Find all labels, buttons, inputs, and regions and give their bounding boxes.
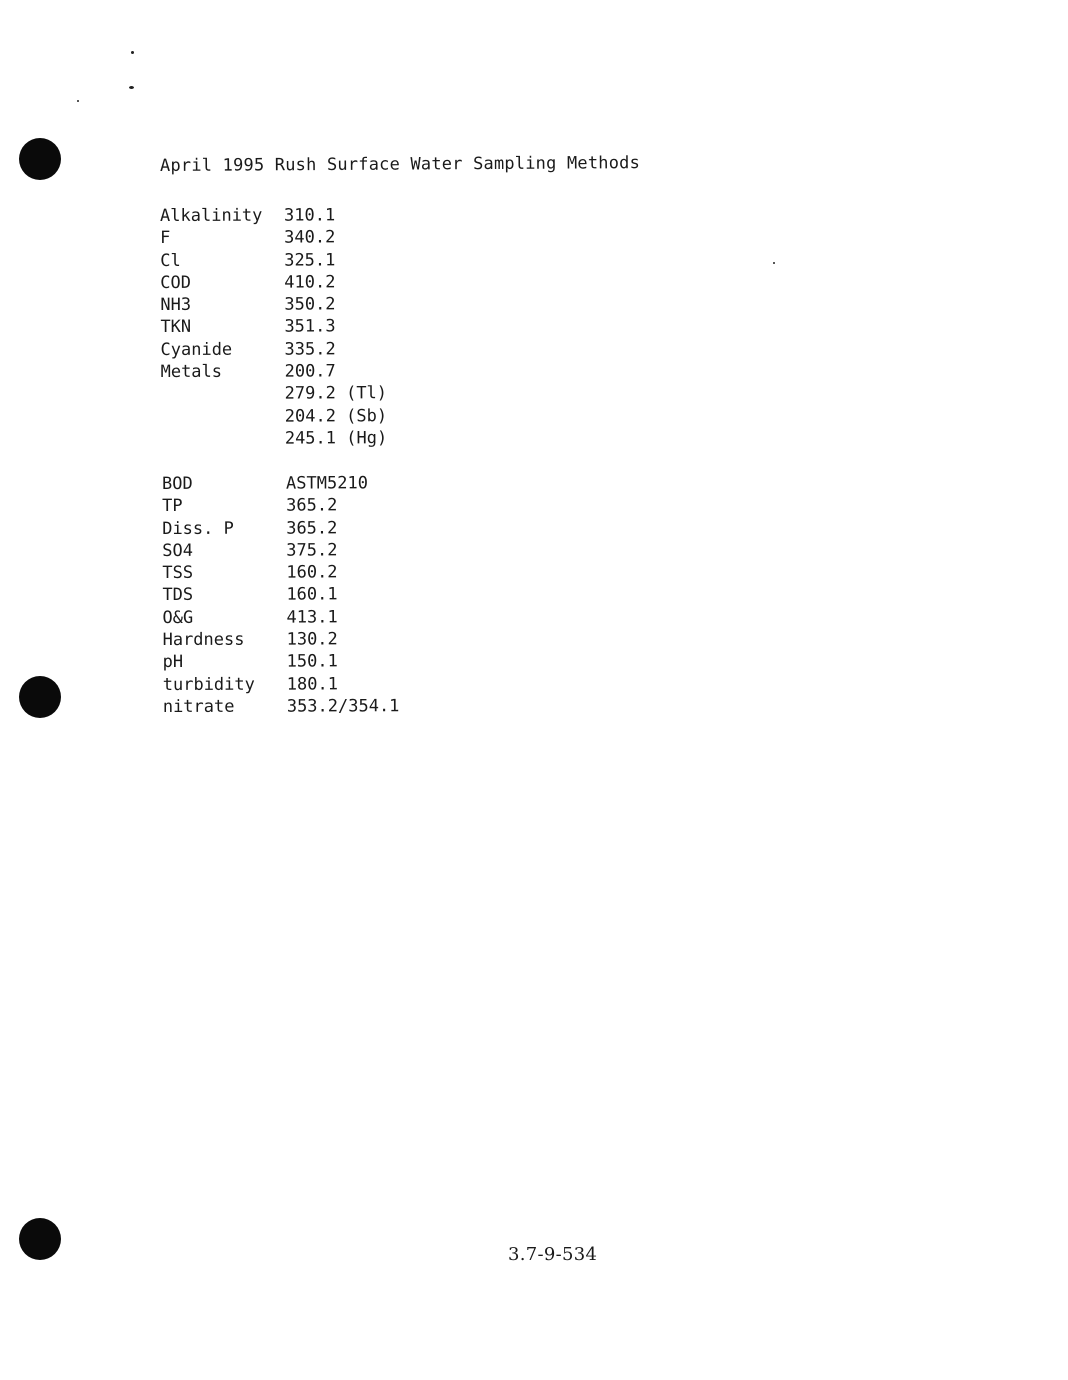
table-row bbox=[162, 539, 399, 562]
table-row bbox=[163, 695, 400, 718]
parameter-name: Cyanide bbox=[160, 339, 233, 360]
table-row bbox=[161, 383, 387, 406]
method-code: ASTM5210 bbox=[286, 473, 368, 494]
scan-speck bbox=[131, 51, 134, 54]
parameter-name: Metals bbox=[160, 361, 223, 383]
table-row bbox=[163, 628, 400, 651]
table-row bbox=[160, 204, 386, 227]
table-row bbox=[160, 249, 386, 272]
method-code: 180.1 bbox=[286, 674, 338, 695]
parameter-name: pH bbox=[162, 652, 184, 673]
method-code: 245.1 (Hg) bbox=[284, 428, 388, 449]
method-code: 204.2 (Sb) bbox=[284, 405, 388, 427]
method-code: 130.2 bbox=[286, 629, 338, 650]
table-row bbox=[160, 293, 386, 316]
parameter-name: F bbox=[160, 228, 171, 249]
table-row bbox=[161, 427, 387, 450]
parameter-name: TP bbox=[162, 496, 183, 517]
table-row bbox=[163, 651, 400, 674]
scan-speck bbox=[773, 262, 775, 264]
punch-hole-middle bbox=[19, 676, 61, 718]
table-row bbox=[162, 517, 399, 540]
scan-speck bbox=[77, 100, 79, 102]
parameter-name: Diss. P bbox=[162, 518, 234, 539]
punch-hole-top bbox=[19, 138, 61, 180]
parameter-name: NH3 bbox=[160, 295, 192, 316]
parameter-name: BOD bbox=[162, 473, 193, 494]
table-row bbox=[162, 472, 399, 495]
table-row bbox=[161, 405, 387, 428]
table-row bbox=[160, 271, 386, 294]
method-code: 353.2/354.1 bbox=[286, 696, 400, 717]
parameter-name: SO4 bbox=[162, 540, 194, 561]
punch-hole-bottom bbox=[19, 1218, 61, 1260]
parameter-name: turbidity bbox=[162, 674, 255, 695]
method-code: 351.3 bbox=[284, 316, 336, 338]
method-code: 150.1 bbox=[286, 651, 338, 672]
method-code: 375.2 bbox=[286, 540, 338, 561]
parameter-name: TDS bbox=[162, 585, 194, 606]
parameter-name bbox=[161, 383, 285, 406]
table-row bbox=[162, 561, 399, 584]
methods-table-block-2 bbox=[162, 472, 399, 718]
method-code: 200.7 bbox=[284, 361, 336, 382]
method-code: 350.2 bbox=[284, 294, 336, 315]
table-row bbox=[160, 227, 386, 250]
method-code: 365.2 bbox=[286, 517, 338, 539]
method-code: 279.2 (Tl) bbox=[284, 383, 388, 404]
parameter-name bbox=[161, 428, 285, 451]
methods-table-block-1 bbox=[160, 204, 387, 450]
parameter-name: Alkalinity bbox=[160, 205, 263, 226]
method-code: 160.1 bbox=[286, 584, 338, 606]
method-code: 310.1 bbox=[284, 205, 336, 226]
page-number: 3.7-9-534 bbox=[508, 1244, 598, 1265]
parameter-name bbox=[161, 405, 285, 428]
method-code: 365.2 bbox=[286, 495, 338, 516]
scan-speck bbox=[129, 86, 134, 89]
method-code: 413.1 bbox=[286, 607, 338, 628]
table-row bbox=[162, 606, 399, 629]
parameter-name: TSS bbox=[162, 563, 194, 584]
parameter-name: COD bbox=[160, 272, 192, 293]
document-title: April 1995 Rush Surface Water Sampling Methods bbox=[159, 153, 641, 176]
parameter-name: TKN bbox=[160, 317, 192, 338]
table-row bbox=[161, 360, 387, 383]
parameter-name: Cl bbox=[160, 250, 181, 271]
parameter-name: Hardness bbox=[162, 629, 245, 651]
method-code: 340.2 bbox=[284, 227, 336, 248]
table-row bbox=[160, 338, 386, 361]
table-row bbox=[162, 494, 399, 517]
table-row bbox=[160, 316, 386, 339]
method-code: 325.1 bbox=[284, 249, 336, 271]
method-code: 160.2 bbox=[286, 562, 338, 583]
table-row bbox=[162, 584, 399, 607]
parameter-name: O&G bbox=[162, 607, 194, 628]
table-row bbox=[163, 673, 400, 696]
method-code: 410.2 bbox=[284, 272, 336, 293]
method-code: 335.2 bbox=[284, 339, 336, 360]
parameter-name: nitrate bbox=[162, 696, 235, 717]
